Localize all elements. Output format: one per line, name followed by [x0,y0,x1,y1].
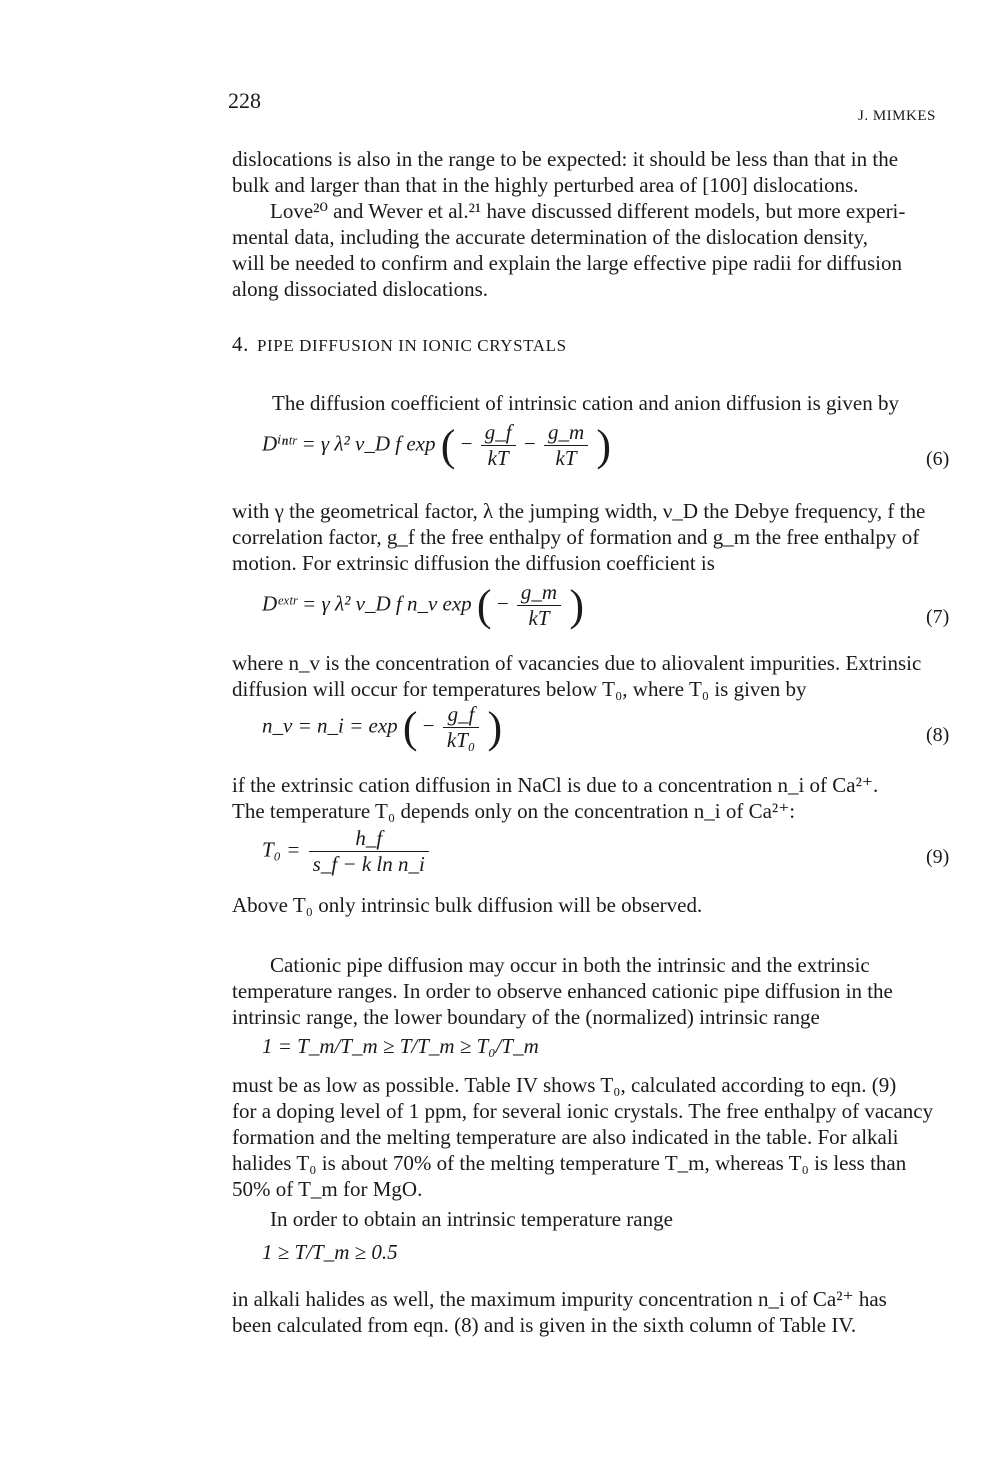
text-line: been calculated from eqn. (8) and is given in the sixth column of Table IV. [232,1313,857,1337]
minus-sign: − [496,591,509,616]
paren-right: ) [487,703,503,752]
text-line: Love²⁰ and Wever et al.²¹ have discussed different models, but more experi- [270,199,906,223]
text-line: Cationic pipe diffusion may occur in both the intrinsic and the extrinsic [270,953,870,977]
equation-normalized-range: 1 = T_m/T_m ≥ T/T_m ≥ T₀/T_m [262,1034,539,1058]
minus-sign: − [422,713,435,738]
fraction [544,420,588,471]
equation-lhs: T₀ = [262,837,301,862]
text-line: The diffusion coefficient of intrinsic cation and anion diffusion is given by [272,391,899,415]
text-line: if the extrinsic cation diffusion in NaCl is due to a concentration n_i of Ca²⁺. [232,773,879,797]
text-line: Above T₀ only intrinsic bulk diffusion will be observed. [232,893,703,917]
paren-left: ( [402,703,418,752]
equation-9 [262,826,432,877]
denominator: kT [528,606,550,630]
text-line: in alkali halides as well, the maximum impurity concentration n_i of Ca²⁺ has [232,1287,887,1311]
text-line: correlation factor, g_f the free enthalpy of formation and g_m the free enthalpy of [232,525,920,549]
text-line: halides T₀ is about 70% of the melting temperature T_m, whereas T₀ is less than [232,1151,907,1175]
equation-number: (7) [926,606,950,628]
equation-8 [262,702,502,753]
denominator: kT₀ [446,728,476,752]
equation-number: (9) [926,846,950,868]
text-line: for a doping level of 1 ppm, for several ionic crystals. The free enthalpy of vacancy [232,1099,934,1123]
minus-sign: − [523,431,536,456]
text-line: formation and the melting temperature are also indicated in the table. For alkali [232,1125,899,1149]
text-line: with γ the geometrical factor, λ the jumping width, ν_D the Debye frequency, f the [232,499,926,523]
text-line: bulk and larger than that in the highly perturbed area of [100] dislocations. [232,173,859,197]
paren-left: ( [476,581,492,630]
denominator: kT [487,446,509,470]
fraction [481,420,516,471]
equation-lhs: Dⁱⁿᵗʳ = γ λ² ν_D f exp [262,431,436,456]
equation-number: (8) [926,724,950,746]
paren-left: ( [440,421,456,470]
numerator: g_m [517,580,561,606]
text-line: must be as low as possible. Table IV shows T₀, calculated according to eqn. (9) [232,1073,897,1097]
running-head-author: J. MIMKES [858,108,936,124]
section-number: 4. [232,332,249,356]
text-line: mental data, including the accurate determination of the dislocation density, [232,225,869,249]
numerator: h_f [309,826,429,852]
text-line: The temperature T₀ depends only on the concentration n_i of Ca²⁺: [232,799,796,823]
text-line: will be needed to confirm and explain the large effective pipe radii for diffusion [232,251,903,275]
numerator: g_f [481,420,516,446]
equation-intrinsic-range: 1 ≥ T/T_m ≥ 0.5 [262,1240,398,1264]
equation-6 [262,420,611,471]
text-line: temperature ranges. In order to observe enhanced cationic pipe diffusion in the [232,979,893,1003]
page-number: 228 [228,88,261,113]
numerator: g_m [544,420,588,446]
numerator: g_f [443,702,479,728]
fraction [309,826,429,877]
fraction [517,580,561,631]
paren-right: ) [569,581,584,630]
fraction [443,702,479,753]
text-line: along dissociated dislocations. [232,277,489,301]
minus-sign: − [460,431,473,456]
equation-7 [262,580,584,631]
text-line: where n_v is the concentration of vacancies due to aliovalent impurities. Extrinsic [232,651,922,675]
text-line: 50% of T_m for MgO. [232,1177,423,1201]
equation-lhs: Dᵉˣᵗʳ = γ λ² ν_D f n_v exp [262,591,472,616]
text-line: intrinsic range, the lower boundary of the (normalized) intrinsic range [232,1005,820,1029]
text-line: diffusion will occur for temperatures below T₀, where T₀ is given by [232,677,807,701]
equation-lhs: n_v = n_i = exp [262,713,398,738]
text-line: dislocations is also in the range to be expected: it should be less than that in the [232,147,899,171]
equation-number: (6) [926,448,950,470]
text-line: motion. For extrinsic diffusion the diffusion coefficient is [232,551,715,575]
section-title: PIPE DIFFUSION IN IONIC CRYSTALS [256,336,567,355]
denominator: kT [555,446,577,470]
section-heading [232,332,567,357]
paren-right: ) [596,421,612,470]
text-line: In order to obtain an intrinsic temperature range [270,1207,673,1231]
denominator: s_f − k ln n_i [312,852,425,876]
